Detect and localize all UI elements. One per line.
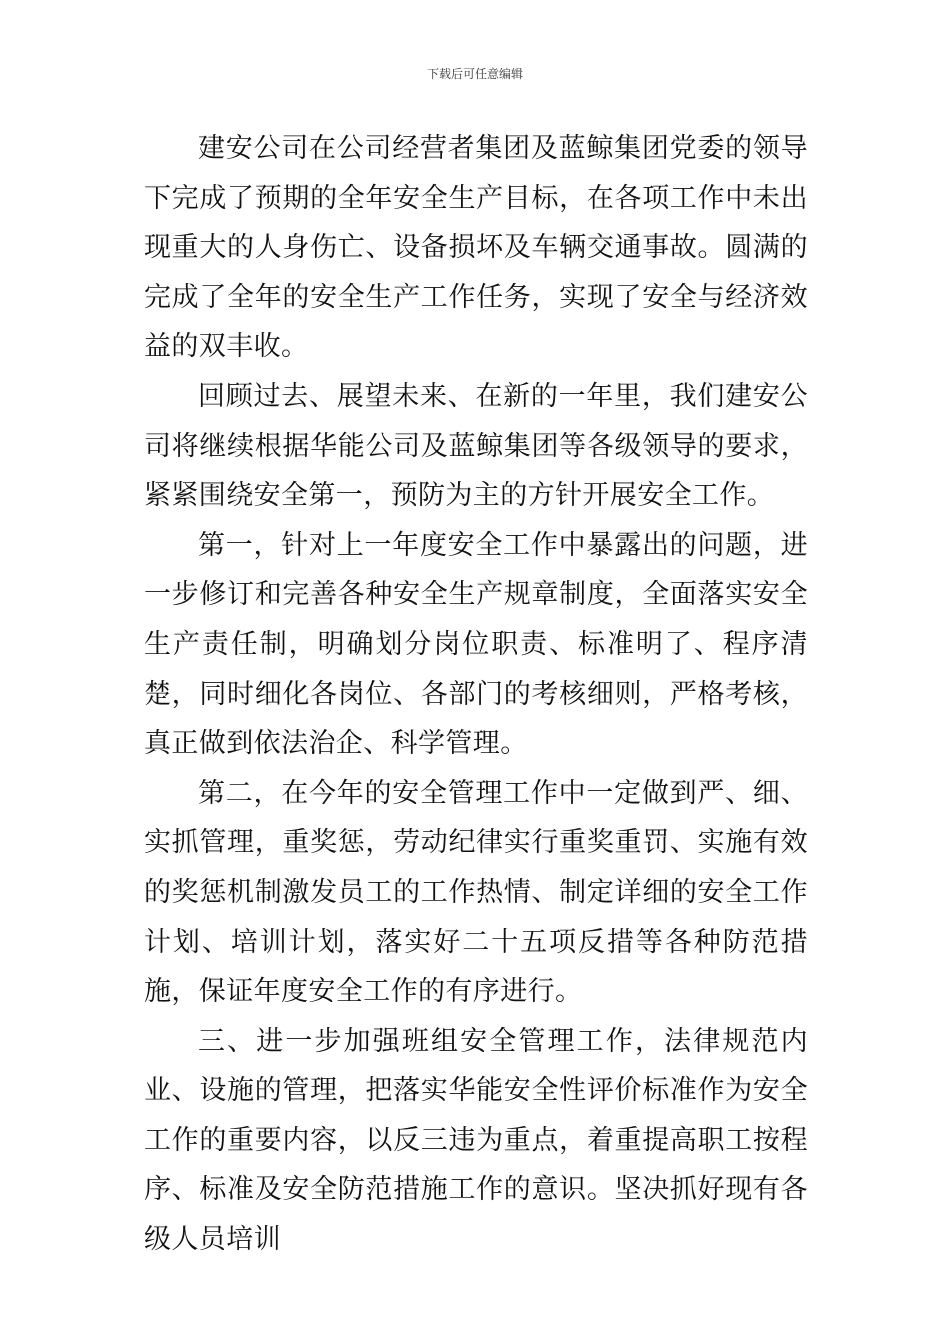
- paragraph-third-measure: 三、进一步加强班组安全管理工作，法律规范内业、设施的管理，把落实华能安全性评价标准作为安全工作的重要内容，以反三违为重点，着重提高职工按程序、标准及安全防范措施工作的意识。坚决抓好现有各级人员培训: [144, 1025, 808, 1256]
- paragraph-summary: 建安公司在公司经营者集团及蓝鲸集团党委的领导下完成了预期的全年安全生产目标，在各项工作中未出现重大的人身伤亡、设备损坏及车辆交通事故。圆满的完成了全年的安全生产工作任务，实现了安全与经济效益的双丰收。: [144, 133, 808, 363]
- paragraph-first-measure: 第一，针对上一年度安全工作中暴露出的问题，进一步修订和完善各种安全生产规章制度，全面落实安全生产责任制，明确划分岗位职责、标准明了、程序清楚，同时细化各岗位、各部门的考核细则，严格考核，真正做到依法治企、科学管理。: [144, 529, 808, 760]
- paragraph-outlook: 回顾过去、展望未来、在新的一年里，我们建安公司将继续根据华能公司及蓝鲸集团等各级领导的要求，紧紧围绕安全第一，预防为主的方针开展安全工作。: [144, 380, 808, 512]
- page-header: 下载后可任意编辑: [426, 67, 523, 81]
- document-body: [144, 124, 808, 1265]
- paragraph-second-measure: 第二，在今年的安全管理工作中一定做到严、细、实抓管理，重奖惩，劳动纪律实行重奖重罚、实施有效的奖惩机制激发员工的工作热情、制定详细的安全工作计划、培训计划，落实好二十五项反措等各种防范措施，保证年度安全工作的有序进行。: [144, 777, 808, 1008]
